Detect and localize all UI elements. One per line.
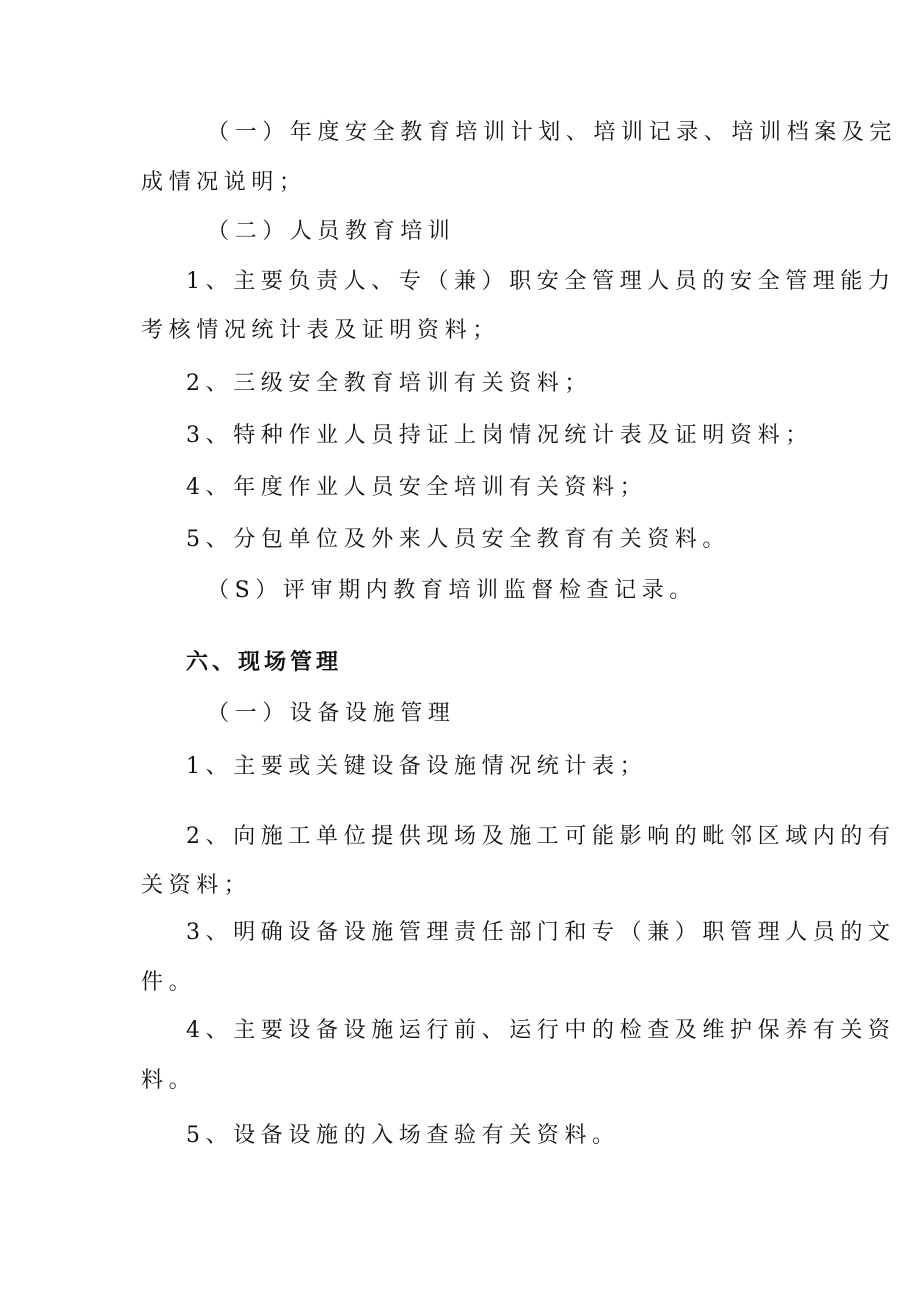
education-item-2: （二）人员教育培训 [207,219,456,244]
site-sub-4-line-2: 料。 [141,1068,197,1093]
education-item-1-line-2: 成情况说明； [141,170,307,195]
section-heading-site-management: 六、现场管理 [186,650,343,675]
education-sub-1-line-2: 考核情况统计表及证明资料； [141,318,500,343]
education-item-3: （S）评审期内教育培训监督检查记录。 [207,578,697,603]
education-sub-1-line-1: 1、主要负责人、专（兼）职安全管理人员的安全管理能力 [186,269,896,294]
site-item-1: （一）设备设施管理 [207,701,456,726]
education-sub-4: 4、年度作业人员安全培训有关资料； [186,475,648,500]
site-sub-3-line-2: 件。 [141,970,197,995]
education-sub-2: 2、三级安全教育培训有关资料； [186,371,592,396]
site-sub-4-line-1: 4、主要设备设施运行前、运行中的检查及维护保养有关资 [186,1018,896,1043]
education-sub-3: 3、特种作业人员持证上岗情况统计表及证明资料； [186,423,813,448]
site-sub-3-line-1: 3、明确设备设施管理责任部门和专（兼）职管理人员的文 [186,920,896,945]
site-sub-2-line-2: 关资料； [141,873,252,898]
site-sub-2-line-1: 2、向施工单位提供现场及施工可能影响的毗邻区域内的有 [186,824,896,849]
education-sub-5: 5、分包单位及外来人员安全教育有关资料。 [186,527,730,552]
site-sub-1: 1、主要或关键设备设施情况统计表； [186,754,648,779]
site-sub-5: 5、设备设施的入场查验有关资料。 [186,1123,620,1148]
education-item-1-line-1: （一）年度安全教育培训计划、培训记录、培训档案及完 [207,120,898,145]
